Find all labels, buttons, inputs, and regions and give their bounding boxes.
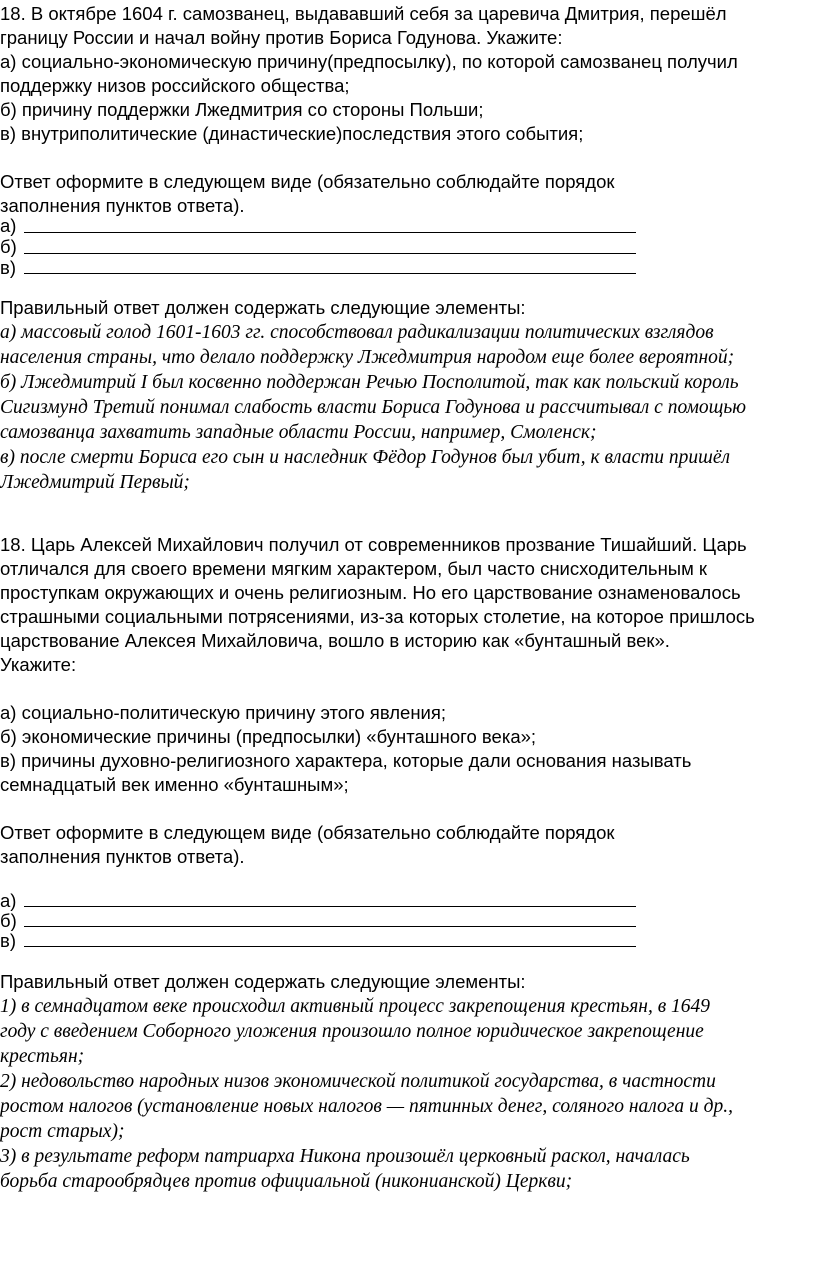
q1-answer-line-a[interactable] — [24, 232, 636, 233]
q1-answer-line-b[interactable] — [24, 253, 636, 254]
q1-answer-label-b: б) — [0, 236, 17, 257]
q1-correct-line-6: в) после смерти Бориса его сын и наследник Фёдор Годунов был убит, к власти пришёл — [0, 447, 730, 468]
q1-line-6: в) внутриполитические (династические)последствия этого события; — [0, 123, 584, 144]
q2-line-6: Укажите: — [0, 654, 77, 675]
q2-correct-line-5: ростом налогов (установление новых налогов — пятинных денег, соляного налога и др., — [0, 1096, 733, 1117]
q1-line-4: поддержку низов российского общества; — [0, 75, 350, 96]
q2-line-2: отличался для своего времени мягким характером, был часто снисходительным к — [0, 558, 708, 579]
q1-line-3: а) социально-экономическую причину(предпосылку), по которой самозванец получил — [0, 51, 738, 72]
q2-correct-line-8: борьба старообрядцев против официальной (никонианской) Церкви; — [0, 1171, 573, 1192]
q1-correct-line-7: Лжедмитрий Первый; — [0, 472, 190, 493]
q2-answer-line-b[interactable] — [24, 926, 636, 927]
q2-item-v-cont: семнадцатый век именно «бунташным»; — [0, 774, 349, 795]
q2-correct-line-1: 1) в семнадцатом веке происходил активный процесс закрепощения крестьян, в 1649 — [0, 996, 711, 1017]
q1-line-1: 18. В октябре 1604 г. самозванец, выдававший себя за царевича Дмитрия, перешёл — [0, 3, 727, 24]
q2-correct-line-6: рост старых); — [0, 1121, 125, 1142]
q2-answer-label-v: в) — [0, 930, 16, 951]
q2-correct-line-4: 2) недовольство народных низов экономической политикой государства, в частности — [0, 1071, 716, 1092]
q2-answer-label-a: а) — [0, 890, 17, 911]
q2-line-4: страшными социальными потрясениями, из-за которых столетие, на которое пришлось — [0, 606, 755, 627]
q1-answer-line-v[interactable] — [24, 273, 636, 274]
q2-correct-heading: Правильный ответ должен содержать следующие элементы: — [0, 971, 526, 992]
q2-format-line-1: Ответ оформите в следующем виде (обязательно соблюдайте порядок — [0, 822, 615, 843]
q2-correct-line-3: крестьян; — [0, 1046, 85, 1067]
q1-correct-line-2: населения страны, что делало поддержку Лжедмитрия народом еще более вероятной; — [0, 347, 735, 368]
q2-correct-line-2: году с введением Соборного уложения произошло полное юридическое закрепощение — [0, 1021, 704, 1042]
q1-correct-heading: Правильный ответ должен содержать следующие элементы: — [0, 297, 526, 318]
q1-format-line-2: заполнения пунктов ответа). — [0, 195, 245, 216]
q1-correct-line-5: самозванца захватить западные области России, например, Смоленск; — [0, 422, 597, 443]
q2-format-line-2: заполнения пунктов ответа). — [0, 846, 245, 867]
q2-correct-line-7: 3) в результате реформ патриарха Никона произошёл церковный раскол, началась — [0, 1146, 690, 1167]
q1-format-line-1: Ответ оформите в следующем виде (обязательно соблюдайте порядок — [0, 171, 615, 192]
q2-line-5: царствование Алексея Михайловича, вошло в историю как «бунташный век». — [0, 630, 670, 651]
q2-item-v: в) причины духовно-религиозного характера, которые дали основания называть — [0, 750, 692, 771]
q2-item-b: б) экономические причины (предпосылки) «бунташного века»; — [0, 726, 537, 747]
q1-correct-line-1: а) массовый голод 1601-1603 гг. способствовал радикализации политических взглядов — [0, 322, 714, 343]
q2-line-3: проступкам окружающих и очень религиозным. Но его царствование ознаменовалось — [0, 582, 741, 603]
q2-answer-label-b: б) — [0, 910, 17, 931]
q2-answer-line-a[interactable] — [24, 906, 636, 907]
q1-correct-line-3: б) Лжедмитрий I был косвенно поддержан Речью Посполитой, так как польский король — [0, 372, 739, 393]
q1-correct-line-4: Сигизмунд Третий понимал слабость власти Бориса Годунова и рассчитывал с помощью — [0, 397, 747, 418]
q2-answer-line-v[interactable] — [24, 946, 636, 947]
q2-item-a: а) социально-политическую причину этого явления; — [0, 702, 447, 723]
q2-line-1: 18. Царь Алексей Михайлович получил от современников прозвание Тишайший. Царь — [0, 534, 747, 555]
q1-answer-label-v: в) — [0, 257, 16, 278]
q1-line-2: границу России и начал войну против Бориса Годунова. Укажите: — [0, 27, 563, 48]
q1-answer-label-a: а) — [0, 215, 17, 236]
q1-line-5: б) причину поддержки Лжедмитрия со стороны Польши; — [0, 99, 484, 120]
